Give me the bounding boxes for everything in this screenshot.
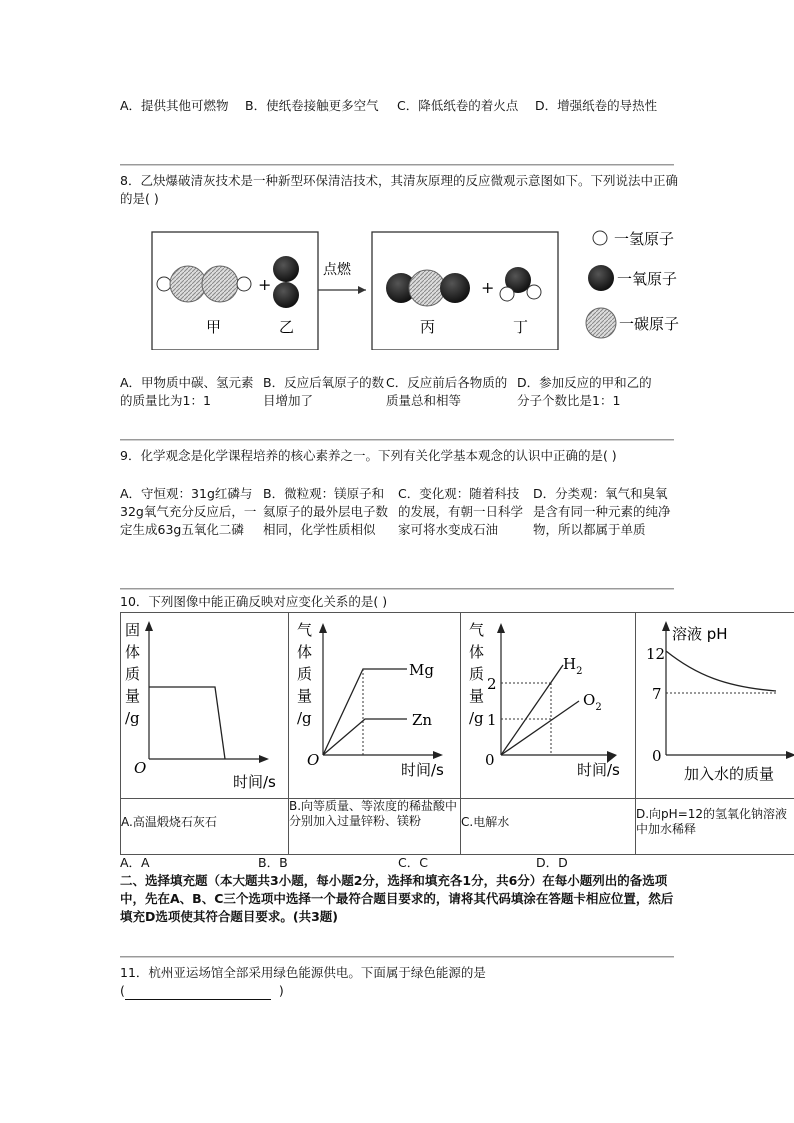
q9-option-d: D．分类观：氧气和臭氧是含有同一种元素的纯净物，所以都属于单质 [533,486,671,537]
reaction-diagram [120,220,700,350]
section2-heading: 二、选择填充题（本大题共3小题，每小题2分，选择和填充各1分，共6分）在每小题列出的备选项中，先在A、B、C三个选项中选择一个最符合题目要求的，请将其代码填涂在答题卡相应位置，然后填充D选项使其符合题目要求。(共3题) [120,873,674,924]
origin-label: 0 [485,751,495,769]
y-arrow-icon [145,621,153,631]
divider [120,439,674,441]
label-yi: 乙 [279,318,295,336]
arrow-head-icon [358,286,366,294]
answer-line[interactable] [125,987,271,1000]
q10-option-c: C．C [398,855,428,870]
ylabel-char: 体 [125,643,141,661]
series-h2-line [501,665,563,755]
q7-option-b: B．使纸卷接触更多空气 [245,98,379,113]
ylabel-char: 气 [469,621,485,639]
ylabel-unit: /g [469,709,484,727]
q9-option-a: A．守恒观：31g红磷与32g氧气充分反应后，一定生成63g五氧化二磷 [120,486,257,537]
ph-curve [666,651,776,691]
graph-a [121,613,288,795]
q8-option-c: C．反应前后各物质的质量总和相等 [386,375,508,408]
series-mg-label: Mg [409,661,434,679]
q8-option-b: B．反应后氧原子的数目增加了 [263,375,385,408]
legend-hydrogen-icon [593,231,607,245]
hydrogen-atom [527,285,541,299]
legend-hydrogen: 一氢原子 [614,230,675,248]
label-bing: 丙 [420,318,436,336]
series-mg-line [323,669,407,755]
q9-option-b: B．微粒观：镁原子和氦原子的最外层电子数相同，化学性质相似 [263,486,389,537]
divider [120,588,674,590]
graph-a-line [149,687,225,759]
xlabel: 时间/s [233,773,276,791]
graph-b [289,613,460,795]
series-h2-label: $H_2$ [563,655,583,677]
xlabel: 时间/s [577,761,620,779]
graph-b-cell [289,613,461,799]
x-arrow-icon [786,751,794,759]
xlabel: 时间/s [401,761,444,779]
plus-sign: + [481,278,495,297]
plus-sign: + [258,275,272,294]
ylabel-char: 气 [297,621,313,639]
graph-d [636,613,794,795]
carbon-atom [170,266,206,302]
q7-option-d: D．增强纸卷的导热性 [535,98,658,113]
paren-open: ( [120,983,125,998]
hydrogen-atom [500,287,514,301]
tick-label: 1 [487,711,497,729]
ylabel-unit: /g [125,709,140,727]
q7-option-a: A．提供其他可燃物 [120,98,229,113]
series-o2-line [501,701,579,755]
q10-option-a: A．A [120,855,150,870]
ignite-label: 点燃 [323,262,351,278]
ylabel-char: 固 [125,621,141,639]
ylabel-char: 体 [469,643,485,661]
oxygen-atom [273,256,299,282]
tick-label: 0 [652,747,662,765]
legend-oxygen: 一氧原子 [617,270,678,288]
legend-carbon-icon [586,308,616,338]
ylabel: 溶液 pH [672,625,728,643]
y-arrow-icon [319,623,327,633]
q10-stem: 10．下列图像中能正确反映对应变化关系的是( ) [120,594,388,609]
oxygen-atom [440,273,470,303]
legend-carbon: 一碳原子 [619,315,680,333]
legend-oxygen-icon [588,265,614,291]
q9-stem: 9．化学观念是化学课程培养的核心素养之一。下列有关化学基本观念的认识中正确的是( ) [120,448,617,463]
ylabel-char: 量 [125,687,141,705]
q9-option-c: C．变化观：随着科技的发展，有朝一日科学家可将水变成石油 [398,486,524,537]
caption-c: C.电解水 [461,799,636,855]
ylabel-char: 量 [297,687,313,705]
label-ding: 丁 [513,318,529,336]
xlabel: 加入水的质量 [684,765,775,783]
series-o2-label: $O_2$ [583,691,602,713]
paren-close: ) [278,983,284,998]
divider [120,164,674,166]
ylabel-char: 量 [469,687,485,705]
caption-a: A.高温煅烧石灰石 [121,799,289,855]
ylabel-unit: /g [297,709,312,727]
origin-label: O [134,759,147,777]
q8-stem: 8．乙炔爆破清灰技术是一种新型环保清洁技术，其清灰原理的反应微观示意图如下。下列说法中正确的是( ) [120,173,678,206]
q10-graph-table [120,612,794,855]
ylabel-char: 质 [469,665,485,683]
q11-answer-blank[interactable] [120,982,284,1000]
q8-option-d: D．参加反应的甲和乙的分子个数比是1：1 [517,375,652,408]
divider [120,956,674,958]
tick-label: 7 [652,685,662,703]
label-jia: 甲 [206,318,222,336]
q10-option-d: D．D [536,855,568,870]
ylabel-char: 体 [297,643,313,661]
oxygen-atom [273,282,299,308]
tick-label: 2 [487,675,497,693]
x-arrow-icon [433,751,443,759]
q8-option-a: A．甲物质中碳、氢元素的质量比为1：1 [120,375,254,408]
carbon-atom [409,270,445,306]
carbon-atom [202,266,238,302]
y-arrow-icon [497,623,505,633]
series-zn-label: Zn [412,711,433,729]
q10-option-b: B．B [258,855,288,870]
hydrogen-atom [157,277,171,291]
tick-label: 12 [646,645,666,663]
series-zn-line [323,719,407,755]
caption-b: B.向等质量、等浓度的稀盐酸中分别加入过量锌粉、镁粉 [289,799,461,855]
hydrogen-atom [237,277,251,291]
ylabel-char: 质 [297,665,313,683]
q7-option-c: C．降低纸卷的着火点 [397,98,519,113]
graph-c [461,613,635,795]
x-arrow-icon [259,755,269,763]
q11-stem: 11．杭州亚运场馆全部采用绿色能源供电。下面属于绿色能源的是 [120,965,486,980]
origin-label: O [307,751,320,769]
graph-c-cell [461,613,636,799]
graph-a-cell [121,613,289,799]
y-arrow-icon [662,621,670,631]
caption-d: D.向pH=12的氢氧化钠溶液中加水稀释 [636,799,794,855]
ylabel-char: 质 [125,665,141,683]
graph-d-cell [636,613,794,799]
